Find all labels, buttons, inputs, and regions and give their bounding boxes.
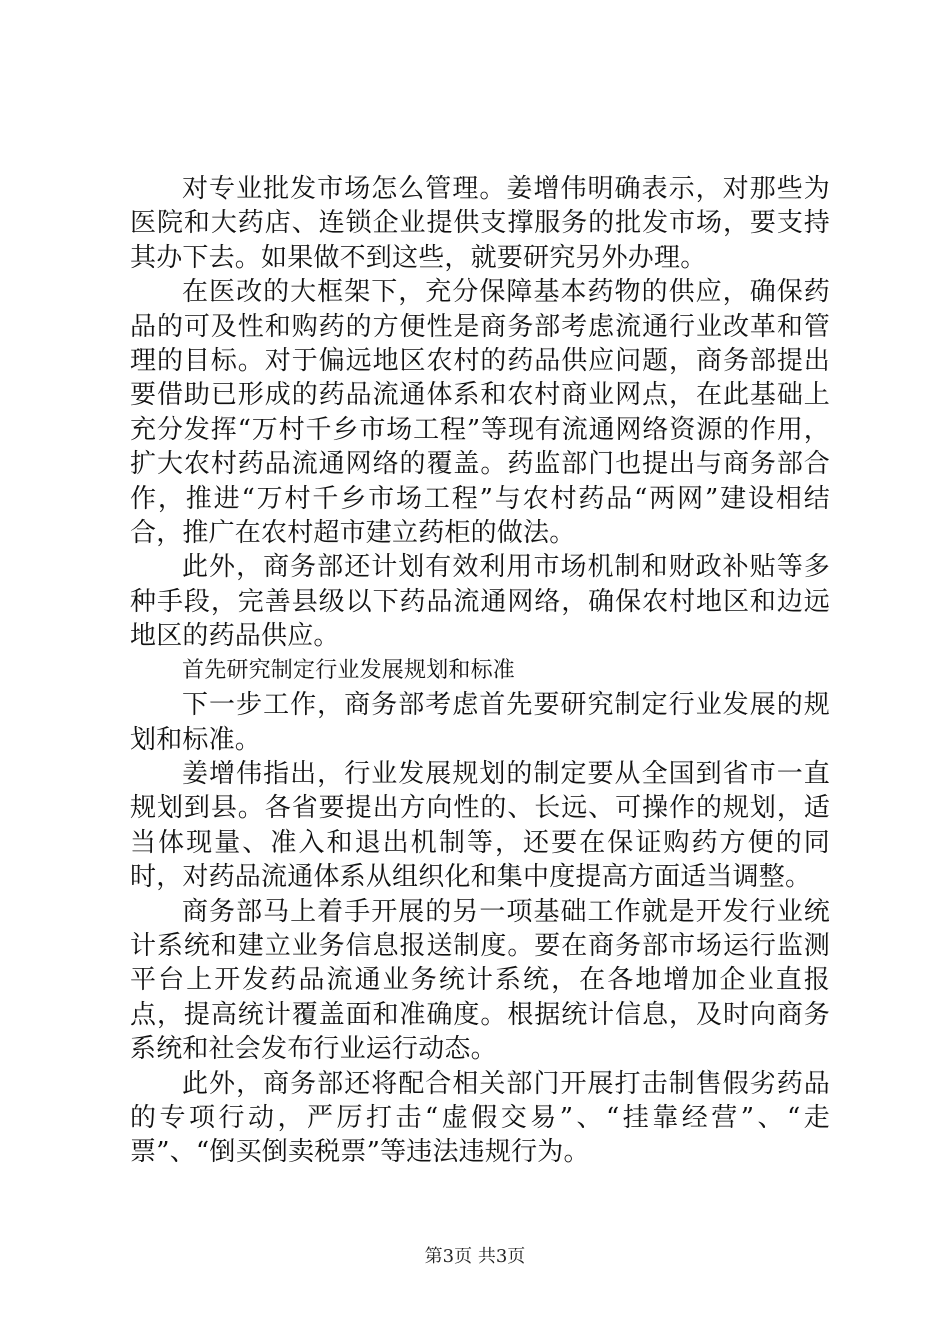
document-body <box>130 172 830 1170</box>
paragraph-5: 姜增伟指出，行业发展规划的制定要从全国到省市一直规划到县。各省要提出方向性的、长远、可操作的规划，适当体现量、准入和退出机制等，还要在保证购药方便的同时，对药品流通体系从组织化和集中度提高方面适当调整。 <box>130 758 830 893</box>
paragraph-7: 此外，商务部还将配合相关部门开展打击制售假劣药品的专项行动，严厉打击“虚假交易”、“挂靠经营”、“走票”、“倒买倒卖税票”等违法违规行为。 <box>130 1068 830 1168</box>
paragraph-6: 商务部马上着手开展的另一项基础工作就是开发行业统计系统和建立业务信息报送制度。要在商务部市场运行监测平台上开发药品流通业务统计系统，在各地增加企业直报点，提高统计覆盖面和准确度。根据统计信息，及时向商务系统和社会发布行业运行动态。 <box>130 896 830 1065</box>
section-heading: 首先研究制定行业发展规划和标准 <box>182 657 516 683</box>
paragraph-2: 在医改的大框架下，充分保障基本药物的供应，确保药品的可及性和购药的方便性是商务部考虑流通行业改革和管理的目标。对于偏远地区农村的药品供应问题，商务部提出要借助已形成的药品流通体系和农村商业网点，在此基础上充分发挥“万村千乡市场工程”等现有流通网络资源的作用，扩大农村药品流通网络的覆盖。药监部门也提出与商务部合作，推进“万村千乡市场工程”与农村药品“两网”建设相结合，推广在农村超市建立药柜的做法。 <box>130 277 830 549</box>
paragraph-3: 此外，商务部还计划有效利用市场机制和财政补贴等多种手段，完善县级以下药品流通网络，确保农村地区和边远地区的药品供应。 <box>130 552 830 652</box>
paragraph-1: 对专业批发市场怎么管理。姜增伟明确表示，对那些为医院和大药店、连锁企业提供支撑服务的批发市场，要支持其办下去。如果做不到这些，就要研究另外办理。 <box>130 174 830 273</box>
page-number-footer: 第3页 共3页 <box>424 1246 526 1267</box>
paragraph-4: 下一步工作，商务部考虑首先要研究制定行业发展的规划和标准。 <box>130 690 830 755</box>
